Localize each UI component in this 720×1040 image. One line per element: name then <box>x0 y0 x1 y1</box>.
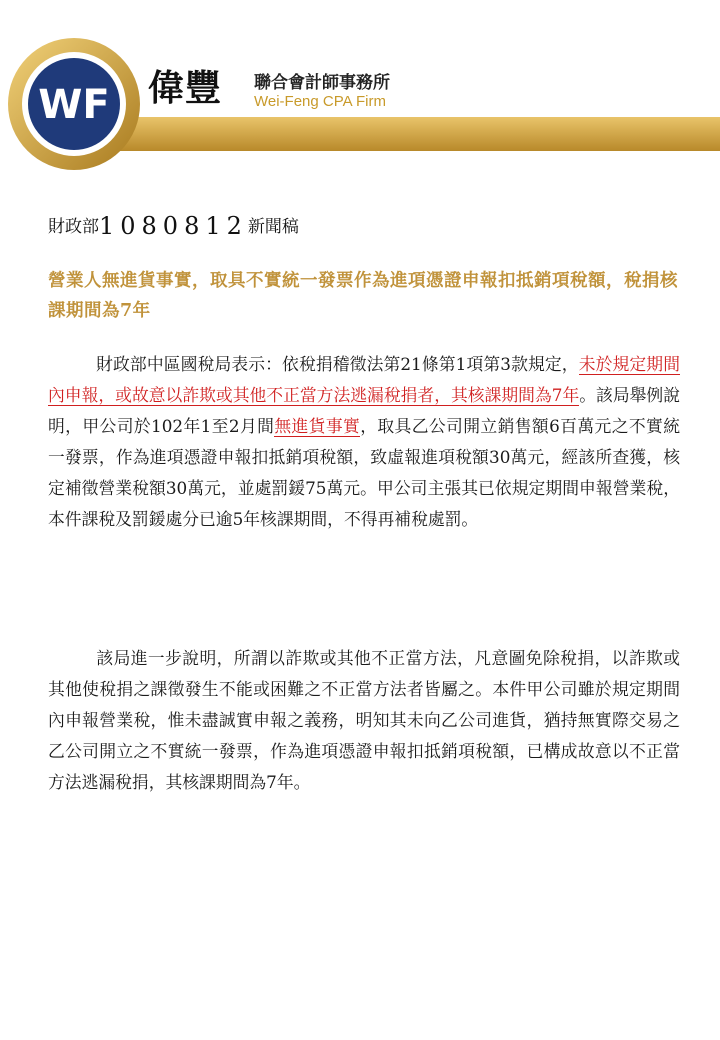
paragraph-1-part2: 。該局舉例說明，甲公司於102年1至2月間 <box>48 385 680 436</box>
release-prefix: 財政部 <box>48 217 99 237</box>
paragraph-1-part1: 財政部中區國稅局表示：依稅捐稽徵法第21條第1項第3款規定， <box>96 354 579 374</box>
paragraph-2-text: 該局進一步說明，所謂以詐欺或其他不正當方法，凡意圖免除稅捐，以詐欺或其他使稅捐之課徵發生不能或困難之不正當方法者皆屬之。本件甲公司雖於規定期間內申報營業稅，惟未盡誠實申報之義務，明知其未向乙公司進貨，猶持無實際交易之乙公司開立之不實統一發票，作為進項憑證申報扣抵銷項稅額，已構成故意以不正當方法逃漏稅捐，其核課期間為7年。 <box>48 648 680 792</box>
paragraph-1-part3: ，取具乙公司開立銷售額6百萬元之不實統一發票，作為進項憑證申報扣抵銷項稅額，致虛報進項稅額30萬元，經該所查獲，核定補徵營業稅額30萬元，並處罰鍰75萬元。甲公司主張其已依規定期間申報營業稅，本件課稅及罰鍰處分已逾5年核課期間，不得再補稅處罰。 <box>48 416 680 529</box>
highlight-no-purchase: 無進貨事實 <box>274 416 361 436</box>
highlight-statute: 未於規定期間內申報，或故意以詐欺或其他不正當方法逃漏稅捐者，其核課期間為7年 <box>48 354 680 405</box>
paragraph-1 <box>48 349 680 535</box>
letterhead <box>0 0 720 170</box>
logo-text: WF <box>38 82 110 128</box>
firm-name-en: Wei-Feng CPA Firm <box>254 93 386 110</box>
release-date: 1080812 <box>99 212 248 240</box>
release-line <box>48 212 299 240</box>
paragraph-2 <box>48 643 680 798</box>
headline: 營業人無進貨事實，取具不實統一發票作為進項憑證申報扣抵銷項稅額，稅捐核課期間為7年 <box>48 271 678 321</box>
firm-name-cn: 聯合會計師事務所 <box>254 73 390 93</box>
release-suffix: 新聞稿 <box>247 217 299 237</box>
brand-name-cn: 偉豐 <box>148 68 223 109</box>
